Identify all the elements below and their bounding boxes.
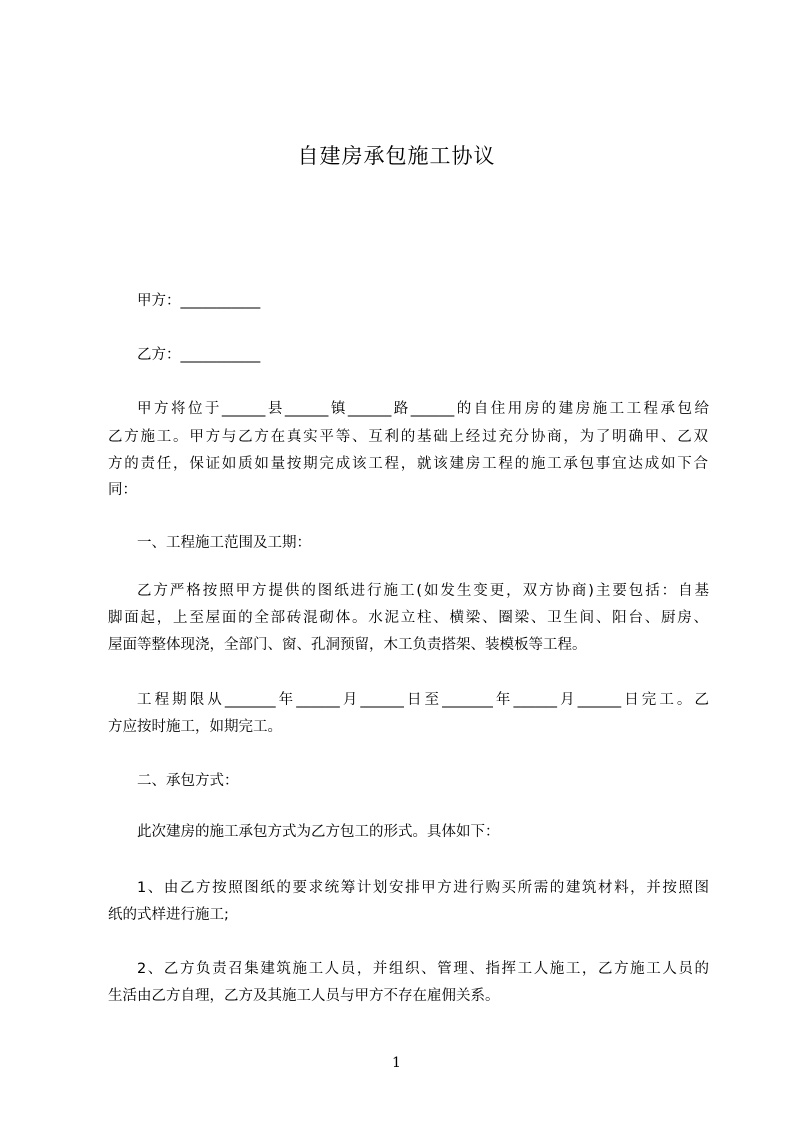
section2-item2-line-2: 生活由乙方自理，乙方及其施工人员与甲方不存在雇佣关系。 bbox=[108, 988, 500, 1004]
page-number: 1 bbox=[392, 1055, 401, 1071]
section1-scope-line-2: 脚面起，上至屋面的全部砖混砌体。水泥立柱、横梁、圈梁、卫生间、阳台、厨房、 bbox=[108, 610, 708, 626]
section2-heading: 二、承包方式： bbox=[137, 773, 239, 789]
intro-line-2: 乙方施工。甲方与乙方在真实平等、互利的基础上经过充分协商，为了明确甲、乙双 bbox=[108, 429, 708, 445]
section1-period-line-2: 方应按时施工，如期完工。 bbox=[108, 719, 282, 735]
intro-line-1: 甲方将位于______县______镇______路______的自住用房的建房施工工程承包给 bbox=[137, 401, 709, 417]
document-title: 自建房承包施工协议 bbox=[297, 144, 496, 168]
party-a-field: 甲方：___________ bbox=[137, 293, 261, 309]
section1-heading: 一、工程施工范围及工期： bbox=[137, 535, 311, 551]
section2-intro: 此次建房的施工承包方式为乙方包工的形式。具体如下： bbox=[137, 824, 500, 840]
intro-line-3: 方的责任，保证如质如量按期完成该工程，就该建房工程的施工承包事宜达成如下合 bbox=[108, 456, 708, 472]
section2-item1-line-2: 纸的式样进行施工; bbox=[108, 907, 229, 923]
section2-item1-line-1: 1、由乙方按照图纸的要求统筹计划安排甲方进行购买所需的建筑材料，并按照图 bbox=[137, 880, 709, 896]
section1-period-line-1: 工程期限从_______年______月______日至_______年______月______日完工。乙 bbox=[137, 692, 709, 708]
intro-line-4: 同： bbox=[108, 482, 137, 498]
section2-item2-line-1: 2、乙方负责召集建筑施工人员，并组织、管理、指挥工人施工，乙方施工人员的 bbox=[137, 961, 709, 977]
section1-scope-line-1: 乙方严格按照甲方提供的图纸进行施工(如发生变更，双方协商)主要包括：自基 bbox=[137, 583, 709, 599]
section1-scope-line-3: 屋面等整体现浇，全部门、窗、孔洞预留，木工负责搭架、装模板等工程。 bbox=[108, 637, 587, 653]
party-b-field: 乙方：___________ bbox=[137, 347, 261, 363]
